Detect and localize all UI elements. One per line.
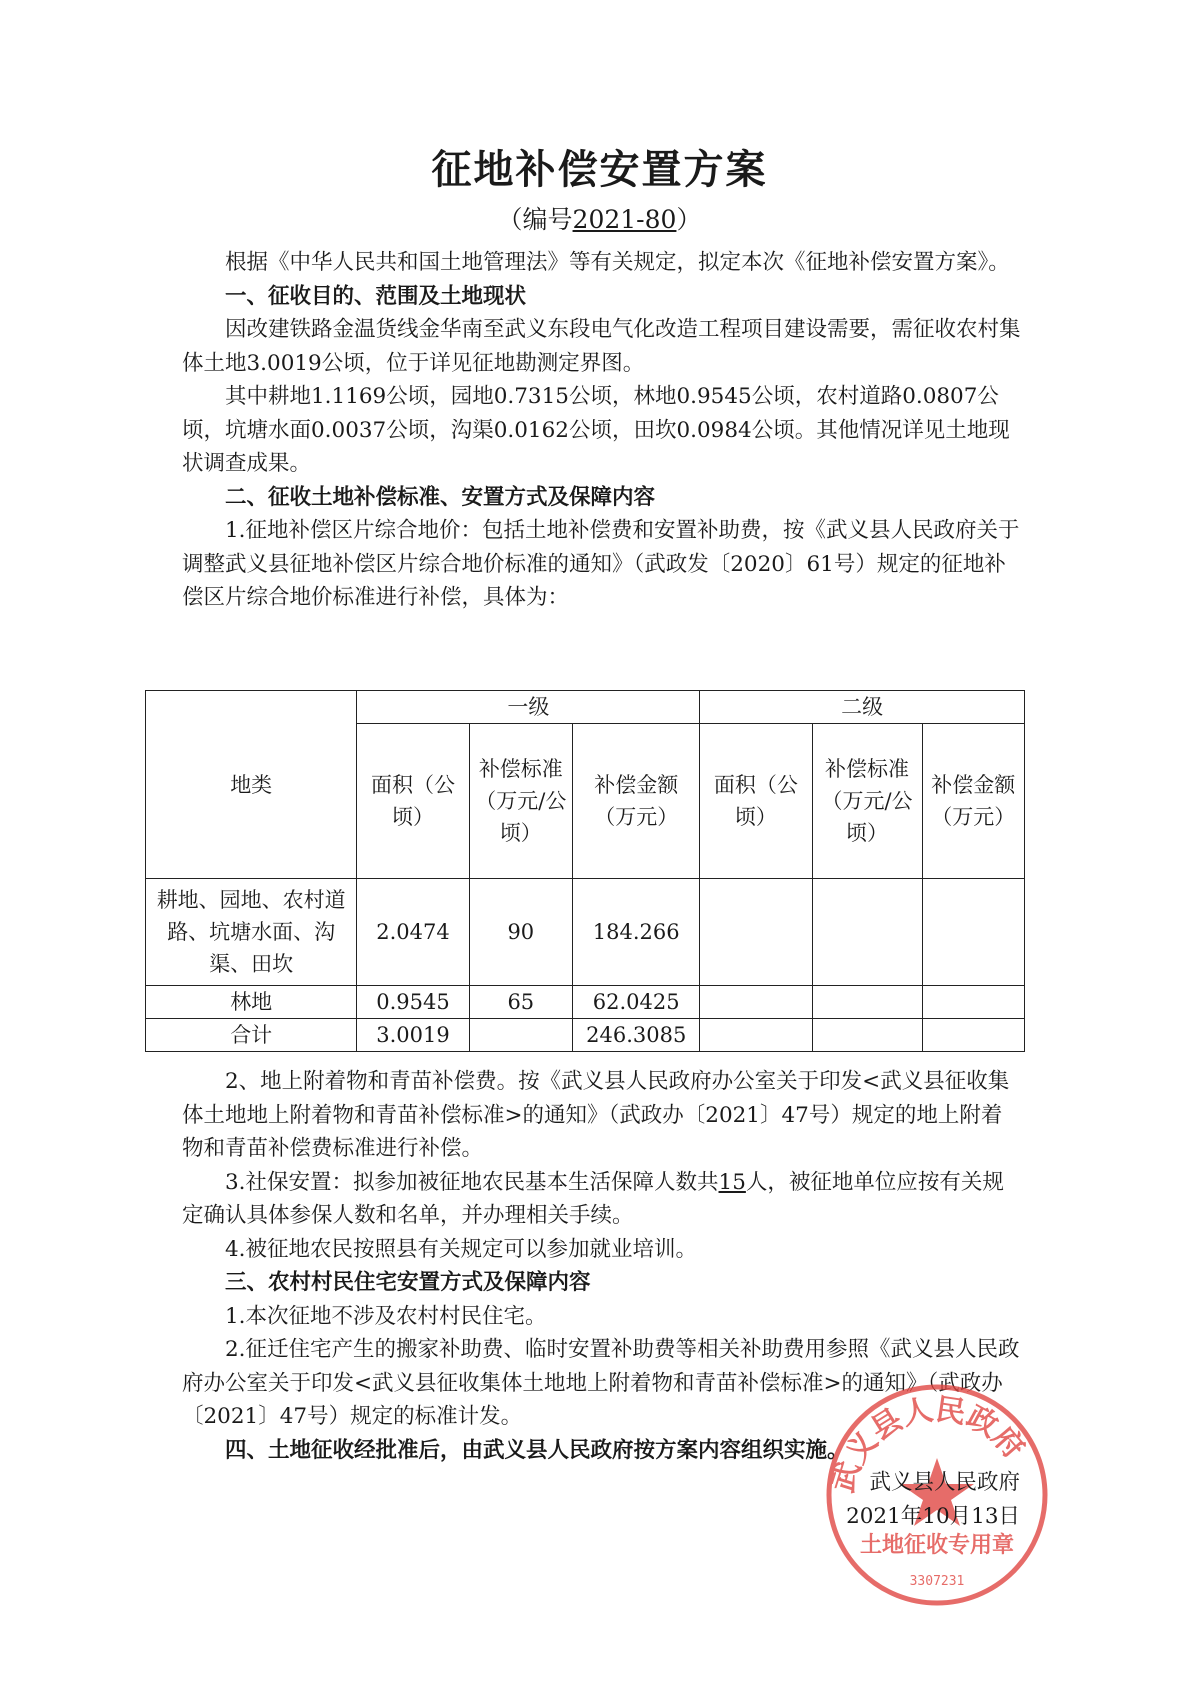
cell-empty	[700, 1019, 812, 1052]
svg-text:土地征收专用章: 土地征收专用章	[859, 1532, 1015, 1558]
intro-paragraph: 根据《中华人民共和国土地管理法》等有关规定，拟定本次《征地补偿安置方案》。	[225, 250, 1010, 275]
cell-std	[469, 1019, 573, 1052]
cell-amount: 62.0425	[573, 986, 700, 1019]
section3-heading: 三、农村村民住宅安置方式及保障内容	[225, 1270, 591, 1295]
table-row	[146, 1019, 1025, 1052]
signature-date: 2021年10月13日	[846, 1504, 1020, 1529]
header-std-l2: 补偿标准（万元/公顷）	[812, 724, 922, 879]
header-amount-l2: 补偿金额（万元）	[922, 724, 1025, 879]
section2-item3	[182, 1166, 1022, 1233]
header-level-2: 二级	[700, 691, 1025, 724]
cell-empty	[922, 879, 1025, 986]
document-number	[0, 200, 1199, 236]
item3-post: 人，被征地单位应按有关规定确认具体参保人数和名单，并办理相关手续。	[182, 1169, 1004, 1228]
section3-item2: 2.征迁住宅产生的搬家补助费、临时安置补助费等相关补助费用参照《武义县人民政府办公室关于印发<武义县征收集体土地地上附着物和青苗补偿标准>的通知》（武政办〔2021〕47号）规定的标准计发。	[182, 1337, 1020, 1429]
table-row	[146, 879, 1025, 986]
section1-heading: 一、征收目的、范围及土地现状	[225, 283, 527, 309]
cell-empty	[700, 986, 812, 1019]
section4-heading: 四、土地征收经批准后，由武义县人民政府按方案内容组织实施。	[225, 1437, 849, 1463]
header-std-l1: 补偿标准（万元/公顷）	[469, 724, 573, 879]
document-title: 征地补偿安置方案	[431, 146, 768, 193]
cell-area: 0.9545	[357, 986, 469, 1019]
table-row	[146, 986, 1025, 1019]
section1-paragraph2: 其中耕地1.1169公顷，园地0.7315公顷，林地0.9545公顷，农村道路0.0807公顷，坑塘水面0.0037公顷，沟渠0.0162公顷，田坎0.0984公顷。其他情况详见土地现状调查成果。	[182, 384, 1010, 476]
section2-item4: 4.被征地农民按照县有关规定可以参加就业培训。	[225, 1236, 698, 1262]
cell-empty	[922, 1019, 1025, 1052]
cell-empty	[922, 986, 1025, 1019]
svg-text:武义县人民政府: 武义县人民政府	[825, 1392, 1032, 1497]
header-land-type: 地类	[146, 691, 357, 879]
cell-std: 90	[469, 879, 573, 986]
insured-count: 15	[718, 1169, 746, 1195]
cell-empty	[812, 879, 922, 986]
cell-empty	[700, 879, 812, 986]
header-area-l1: 面积（公顷）	[357, 724, 469, 879]
header-amount-l1: 补偿金额（万元）	[573, 724, 700, 879]
body-top	[182, 246, 1022, 615]
doc-no-number: 2021-80	[572, 205, 677, 234]
cell-land: 合计	[146, 1019, 357, 1052]
signature-org: 武义县人民政府	[869, 1470, 1020, 1495]
header-level-1: 一级	[357, 691, 700, 724]
section2-item1: 1.征地补偿区片综合地价：包括土地补偿费和安置补助费，按《武义县人民政府关于调整武义县征地补偿区片综合地价标准的通知》（武政发〔2020〕61号）规定的征地补偿区片综合地价标准进行补偿，具体为：	[182, 518, 1020, 610]
doc-no-prefix: （编号	[497, 205, 573, 234]
cell-area: 2.0474	[357, 879, 469, 986]
cell-area: 3.0019	[357, 1019, 469, 1052]
cell-land: 耕地、园地、农村道路、坑塘水面、沟渠、田坎	[146, 879, 357, 986]
compensation-table	[145, 690, 1025, 1052]
cell-land: 林地	[146, 986, 357, 1019]
svg-text:3307231: 3307231	[909, 1574, 965, 1589]
cell-empty	[812, 1019, 922, 1052]
cell-amount: 246.3085	[573, 1019, 700, 1052]
doc-no-suffix: ）	[676, 205, 702, 234]
item3-pre: 3.社保安置：拟参加被征地农民基本生活保障人数共	[225, 1169, 719, 1195]
header-area-l2: 面积（公顷）	[700, 724, 812, 879]
section3-item1: 1.本次征地不涉及农村村民住宅。	[225, 1303, 547, 1329]
section1-paragraph1: 因改建铁路金温货线金华南至武义东段电气化改造工程项目建设需要，需征收农村集体土地3.0019公顷，位于详见征地勘测定界图。	[182, 317, 1021, 376]
cell-empty	[812, 986, 922, 1019]
section2-heading: 二、征收土地补偿标准、安置方式及保障内容	[225, 484, 656, 510]
cell-std: 65	[469, 986, 573, 1019]
cell-amount: 184.266	[573, 879, 700, 986]
section2-item2: 2、地上附着物和青苗补偿费。按《武义县人民政府办公室关于印发<武义县征收集体土地地上附着物和青苗补偿标准>的通知》（武政办〔2021〕47号）规定的地上附着物和青苗补偿费标准进行补偿。	[182, 1069, 1010, 1161]
